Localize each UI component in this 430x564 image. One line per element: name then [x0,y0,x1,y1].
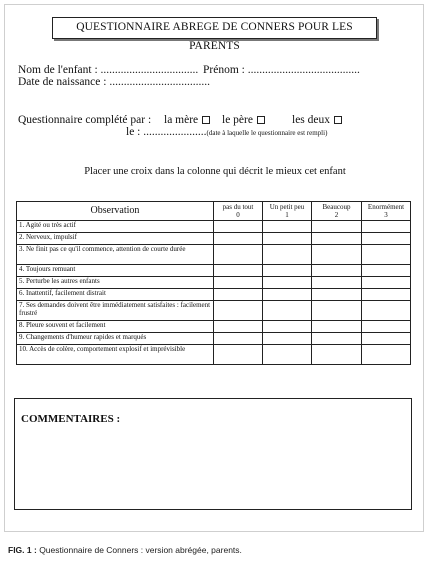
answer-cell[interactable] [263,345,312,365]
caption-fig-label: FIG. 1 : [8,545,37,555]
child-name-field: Nom de l'enfant : .................................. [18,64,199,76]
answer-cell[interactable] [362,277,411,289]
instruction-text: Placer une croix dans la colonne qui décrit le mieux cet enfant [84,166,346,177]
column-label: Un petit peu [269,203,305,211]
option-mother[interactable] [164,114,210,126]
table-row [17,221,411,233]
answer-cell[interactable] [214,289,263,301]
row-label: 7. Ses demandes doivent être immédiatement satisfaites : facilement frustré [17,301,214,321]
table-row [17,233,411,245]
answer-cell[interactable] [312,345,362,365]
date-line [126,126,327,138]
table-row [17,265,411,277]
answer-cell[interactable] [362,333,411,345]
answer-cell[interactable] [263,233,312,245]
checkbox-mother[interactable] [202,116,210,124]
table-row [17,277,411,289]
first-name-field: Prénom : ....................................... [203,64,360,76]
row-label: 8. Pleure souvent et facilement [17,321,214,333]
comments-box[interactable] [14,398,412,510]
answer-cell[interactable] [214,345,263,365]
table-row [17,333,411,345]
answer-cell[interactable] [263,265,312,277]
answer-cell[interactable] [263,245,312,265]
option-both[interactable] [292,114,342,126]
column-label: Beaucoup [322,203,351,211]
answer-cell[interactable] [312,221,362,233]
checkbox-both[interactable] [334,116,342,124]
answer-cell[interactable] [214,277,263,289]
row-label: 5. Perturbe les autres enfants [17,277,214,289]
answer-cell[interactable] [312,321,362,333]
answer-cell[interactable] [263,277,312,289]
column-score: 0 [236,211,240,219]
answer-cell[interactable] [214,245,263,265]
caption-text: Questionnaire de Conners : version abrégée, parents. [39,545,242,555]
answer-cell[interactable] [214,301,263,321]
column-score: 3 [384,211,388,219]
row-label: 2. Nerveux, impulsif [17,233,214,245]
answer-cell[interactable] [263,321,312,333]
table-header-row [17,202,411,221]
comments-label: COMMENTAIRES : [21,413,121,425]
answer-cell[interactable] [263,301,312,321]
date-label: le : ...................... [126,126,207,138]
column-label: Enormément [367,203,405,211]
form-title: QUESTIONNAIRE ABREGE DE CONNERS POUR LES PARENTS [52,17,377,39]
answer-cell[interactable] [312,277,362,289]
answer-cell[interactable] [362,233,411,245]
answer-cell[interactable] [263,289,312,301]
answer-cell[interactable] [214,265,263,277]
table-row [17,301,411,321]
column-header [312,202,362,221]
row-label: 6. Inattentif, facilement distrait [17,289,214,301]
answer-cell[interactable] [214,221,263,233]
answer-cell[interactable] [312,289,362,301]
row-label: 9. Changements d'humeur rapides et marqués [17,333,214,345]
answer-cell[interactable] [312,301,362,321]
option-both-label: les deux [292,114,331,126]
answer-cell[interactable] [362,221,411,233]
row-label: 4. Toujours remuant [17,265,214,277]
date-note: (date à laquelle le questionnaire est rempli) [206,129,328,137]
table-row [17,245,411,265]
answer-cell[interactable] [214,233,263,245]
answer-cell[interactable] [214,321,263,333]
column-header [362,202,411,221]
table-row [17,321,411,333]
column-score: 2 [334,211,339,219]
row-label: 1. Agité ou très actif [17,221,214,233]
option-father[interactable] [222,114,265,126]
row-label: 10. Accès de colère, comportement explosif et imprévisible [17,345,214,365]
column-label: pas du tout [222,203,254,211]
birth-date-field: Date de naissance : ................................... [18,76,210,88]
answer-cell[interactable] [263,333,312,345]
answer-cell[interactable] [312,333,362,345]
answer-cell[interactable] [312,265,362,277]
row-label: 3. Ne finit pas ce qu'il commence, attention de courte durée [17,245,214,265]
observation-table [16,201,411,365]
answer-cell[interactable] [362,289,411,301]
option-mother-label: la mère [164,114,199,126]
column-score: 1 [285,211,289,219]
completed-by-label: Questionnaire complété par : [18,114,152,126]
answer-cell[interactable] [312,233,362,245]
answer-cell[interactable] [263,221,312,233]
answer-cell[interactable] [214,333,263,345]
figure-caption [8,545,242,555]
option-father-label: le père [222,114,253,126]
column-header [214,202,263,221]
observation-header: Observation [17,202,214,221]
table-row [17,345,411,365]
answer-cell[interactable] [362,301,411,321]
answer-cell[interactable] [362,245,411,265]
answer-cell[interactable] [362,345,411,365]
table-row [17,289,411,301]
checkbox-father[interactable] [257,116,265,124]
answer-cell[interactable] [362,321,411,333]
column-header [263,202,312,221]
answer-cell[interactable] [312,245,362,265]
answer-cell[interactable] [362,265,411,277]
